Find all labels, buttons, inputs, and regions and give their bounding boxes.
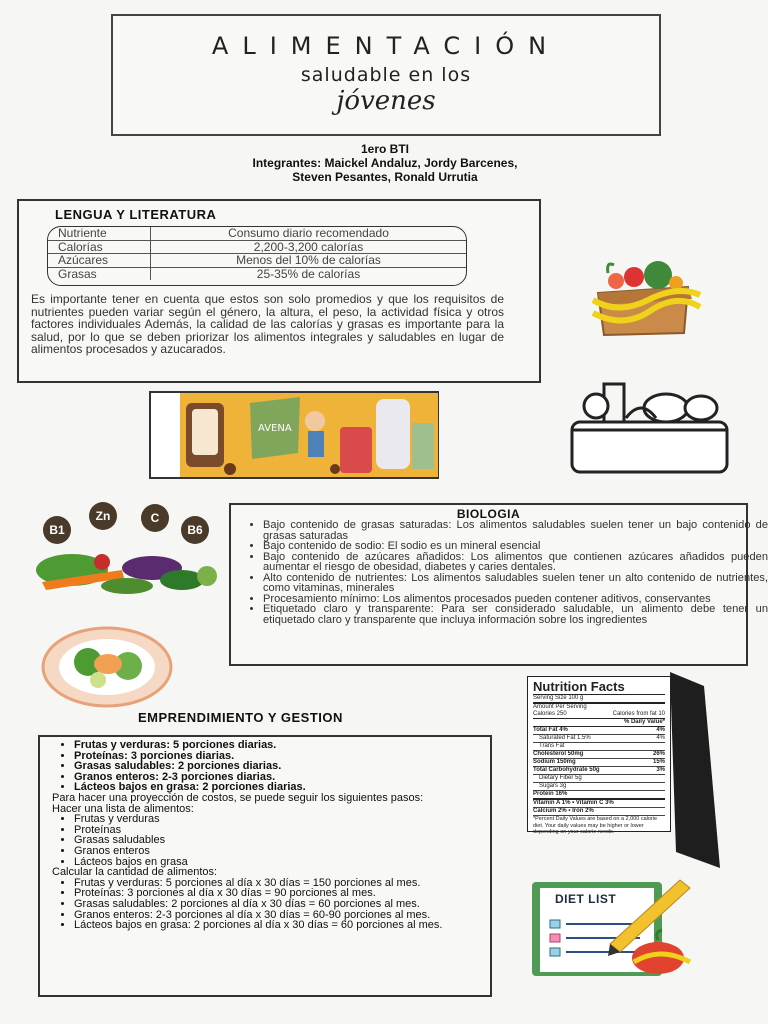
nutrient-row: Total Carbohydrate 50g 3%: [533, 767, 665, 773]
vitamin-b6-badge: B6: [181, 516, 209, 544]
biologia-heading: BIOLOGIA: [456, 507, 521, 521]
calc-heading: Calcular la cantidad de alimentos:: [52, 866, 218, 879]
vegetables-illustration: [32, 540, 222, 600]
calc-list: [52, 878, 482, 931]
list-item: • Frutas y verduras: 5 porciones diarias.: [74, 740, 482, 751]
list-item: • Bajo contenido de grasas saturadas: Los alimentos saludables suelen tener un bajo contenido de grasas saturadas: [263, 520, 768, 541]
emprendimiento-content: [52, 740, 482, 931]
amount-per-serving: Amount Per Serving: [533, 704, 587, 710]
list-item: • Bajo contenido de sodio: El sodio es un mineral esencial: [263, 541, 768, 552]
nutrient-row: Sugars 3g: [533, 783, 665, 791]
nutrition-facts-label: [527, 676, 671, 835]
list-item: • Lácteos bajos en grasa: 2 porciones diarias.: [74, 782, 482, 793]
biologia-list: [233, 520, 768, 625]
mineral-row: Calcium 2% • Iron 2%: [533, 808, 665, 816]
authors-line-1: Integrantes: Maickel Andaluz, Jordy Barcenes,: [252, 156, 518, 170]
list-item: • Granos enteros: 2-3 porciones al día x 30 días = 60-90 porciones al mes.: [74, 910, 482, 921]
table-row: Grasas 25-35% de calorías: [48, 268, 466, 281]
list-item: • Lácteos bajos en grasa: 2 porciones al día x 30 días = 60 porciones al mes.: [74, 920, 482, 931]
nutrient-row: Total Fat 4% 4%: [533, 727, 665, 733]
diet-list-clipboard: [530, 870, 702, 980]
vitamin-b1-badge: B1: [43, 516, 71, 544]
table-row: Azúcares Menos del 10% de calorías: [48, 254, 466, 268]
calories-row: Calories 250 Calories from fat 10: [533, 711, 665, 717]
list-item: • Grasas saludables: 2 porciones al día x 30 días = 60 porciones al mes.: [74, 899, 482, 910]
list-item: • Proteínas: 3 porciones diarias.: [74, 751, 482, 762]
course-label: 1ero BTI: [360, 142, 409, 156]
table-row: Nutriente Consumo diario recomendado: [48, 227, 466, 241]
mineral-zn-badge: Zn: [89, 502, 117, 530]
list-item: • Frutas y verduras: 5 porciones al día x 30 días = 150 porciones al mes.: [74, 878, 482, 889]
vegetable-basket-illustration: [588, 255, 708, 340]
projection-intro: Para hacer una proyección de costos, se puede seguir los siguientes pasos:: [52, 791, 424, 804]
nutrient-row: Dietary Fiber 5g: [533, 775, 665, 783]
vitamin-c-badge: C: [141, 504, 169, 532]
authors-block: [160, 142, 610, 184]
list-item: • Proteínas: [74, 825, 482, 836]
vitamin-row: Vitamin A 1% • Vitamin C 3%: [533, 800, 665, 808]
nutrient-row: Cholesterol 50mg 26%: [533, 751, 665, 757]
list-item: • Grasas saludables: [74, 835, 482, 846]
nutrition-illustration: [180, 393, 438, 477]
nutrient-row: Saturated Fat 1.5% 4%: [533, 735, 665, 743]
daily-value-header: % Daily Value*: [533, 719, 665, 727]
nutrition-footnote: *Percent Daily Values are based on a 2,000 calorie diet. Your daily values may be higher or lower depending on your calorie needs.: [533, 816, 658, 835]
food-list: [52, 814, 482, 867]
diet-list-title: DIET LIST: [555, 892, 617, 906]
serving-size: Serving Size 100 g: [533, 695, 665, 704]
title-box: [111, 14, 661, 136]
lengua-paragraph: Es importante tener en cuenta que estos son solo promedios y que los requisitos de nutrientes pueden variar según el género, la altura, el peso, la actividad física y otros factores individuales Además, la calidad de las calorías y grasas es importante para la salud, por lo que se deben priorizar los alimentos integrales y saludables en lugar de alimentos procesados y azucarados.: [31, 292, 504, 357]
list-item: • Lácteos bajos en grasa: [74, 857, 482, 868]
list-item: • Alto contenido de nutrientes: Los alimentos saludables suelen tener un alto contenido de nutrientes, como vitaminas, minerales: [263, 573, 768, 594]
list-item: • Grasas saludables: 2 porciones diarias.: [74, 761, 482, 772]
list-item: • Procesamiento mínimo: Los alimentos procesados pueden contener aditivos, conservantes: [263, 594, 768, 605]
nutrient-row: Trans Fat: [533, 743, 665, 751]
page-title: ALIMENTACIÓN: [211, 32, 561, 60]
svg-text:AVENA: AVENA: [258, 423, 292, 434]
food-list-heading: Hacer una lista de alimentos:: [52, 802, 194, 815]
list-item: • Granos enteros: 2-3 porciones diarias.: [74, 772, 482, 783]
salad-plate-illustration: [40, 626, 174, 708]
nutrition-facts-title: Nutrition Facts: [533, 679, 665, 695]
list-item: • Frutas y verduras: [74, 814, 482, 825]
list-item: • Granos enteros: [74, 846, 482, 857]
page-subtitle: saludable en los: [300, 64, 472, 86]
list-item: • Proteínas: 3 porciones al día x 30 días = 90 porciones al mes.: [74, 888, 482, 899]
nutrient-row: Protein 16%: [533, 791, 665, 800]
daily-portions-list: [52, 740, 482, 793]
lengua-heading: LENGUA Y LITERATURA: [55, 207, 217, 222]
food-line-drawing: [566, 378, 736, 476]
authors-line-2: Steven Pesantes, Ronald Urrutia: [292, 170, 478, 184]
nutrient-row: Sodium 150mg 15%: [533, 759, 665, 765]
table-row: Calorías 2,200-3,200 calorías: [48, 241, 466, 255]
list-item: • Etiquetado claro y transparente: Para ser considerado saludable, un alimento debe tener un etiquetado claro y transparente que incluya información sobre los ingredientes: [263, 604, 768, 625]
list-item: • Bajo contenido de azúcares añadidos: Los alimentos que contienen azúcares añadidos pueden aumentar el riesgo de obesidad, diabetes y caries dentales.: [263, 552, 768, 573]
page-title-script: jóvenes: [336, 86, 436, 116]
emprendimiento-heading: EMPRENDIMIENTO Y GESTION: [138, 710, 343, 725]
nutrient-table: [47, 226, 467, 286]
